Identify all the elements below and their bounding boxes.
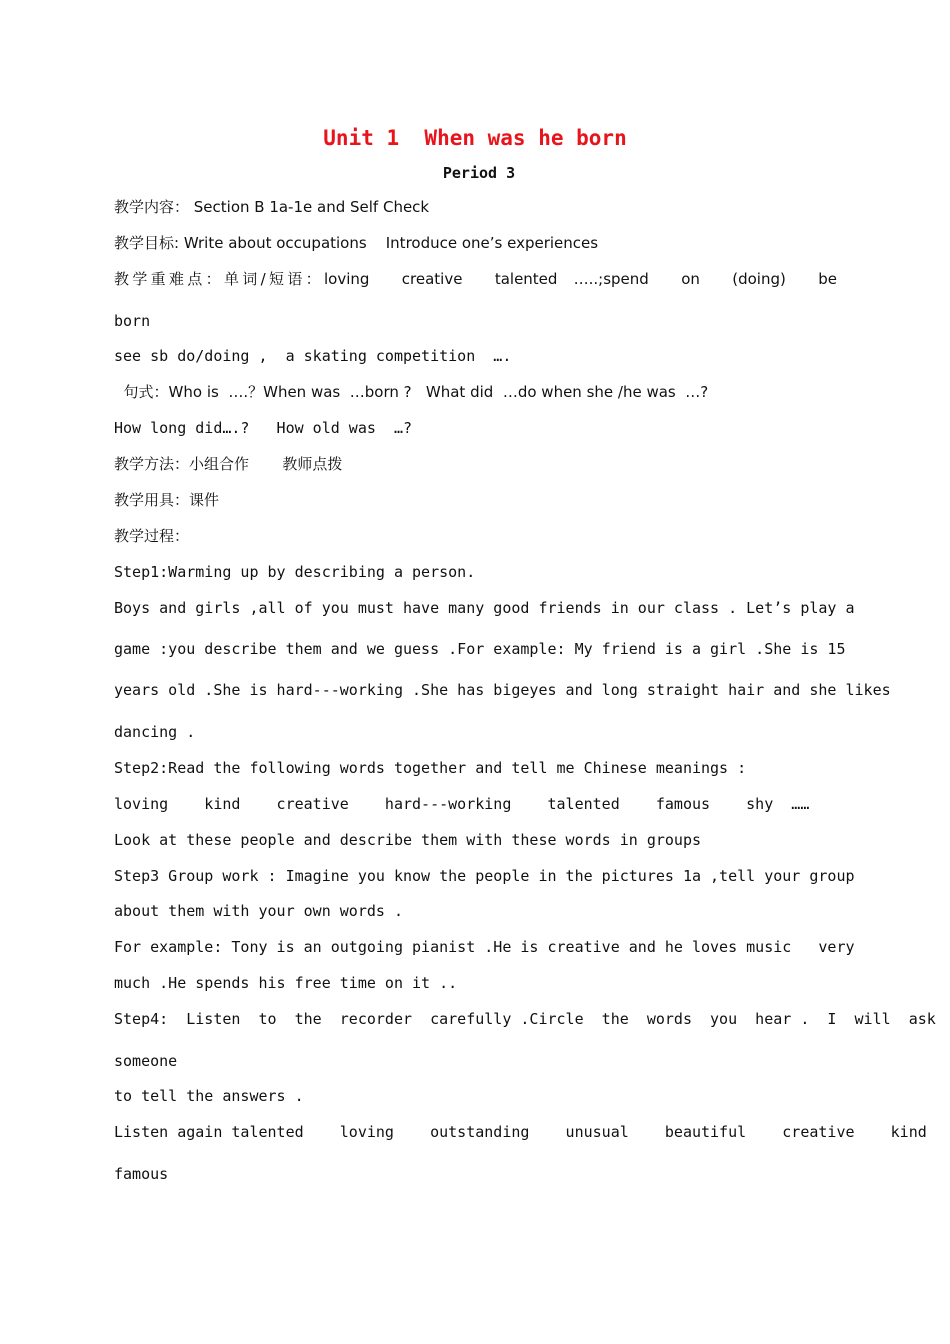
step3-heading: Step3 Group work : Imagine you know the people in the pictures 1a ,tell your group [114,867,855,885]
listen-again-continued: famous [114,1165,169,1183]
step2-word-list: loving kind creative hard---working talented famous shy …… [114,795,810,813]
teaching-method-line: 教学方法：小组合作 教师点拨 [114,455,343,473]
step3-continued: about them with your own words . [114,902,403,920]
sentence-pattern-continued-line: How long did….? How old was …? [114,419,413,437]
sentence-pattern-line: 句式：Who is ….？When was …born ? What did …do when she /he was …? [114,383,709,401]
step4-continued-line-1: someone [114,1052,178,1070]
key-points-line: 教学重难点：单词/短语：loving creative talented …..;spend on (doing) be [114,270,837,288]
step1-paragraph-line-2: game :you describe them and we guess .For example: My friend is a girl .She is 15 [114,640,846,658]
step1-paragraph-line-3: years old .She is hard---working .She has bigeyes and long straight hair and she likes [114,681,891,699]
key-points-continued-line: born [114,312,151,330]
listen-again-word-list: Listen again talented loving outstanding unusual beautiful creative kind [114,1123,927,1141]
teaching-goal-line: 教学目标: Write about occupations Introduce one’s experiences [114,234,599,252]
step1-paragraph-line-4: dancing . [114,723,196,741]
step4-continued-line-2: to tell the answers . [114,1087,304,1105]
teaching-tools-line: 教学用具：课件 [114,491,220,509]
phrase-line: see sb do/doing , a skating competition …. [114,347,512,365]
teaching-process-heading: 教学过程： [114,527,190,545]
step1-paragraph-line-1: Boys and girls ,all of you must have many good friends in our class . Let’s play a [114,599,855,617]
step4-heading: Step4: Listen to the recorder carefully .Circle the words you hear . I will ask [114,1010,936,1028]
step3-example-line-2: much .He spends his free time on it .. [114,974,458,992]
document-title: Unit 1 When was he born [323,126,627,150]
step1-heading: Step1:Warming up by describing a person. [114,563,476,581]
teaching-content-line: 教学内容： Section B 1a-1e and Self Check [114,198,430,216]
document-subtitle: Period 3 [442,164,516,182]
step3-example-line-1: For example: Tony is an outgoing pianist .He is creative and he loves music very [114,938,855,956]
step2-instruction: Look at these people and describe them with these words in groups [114,831,701,849]
step2-heading: Step2:Read the following words together and tell me Chinese meanings : [114,759,747,777]
